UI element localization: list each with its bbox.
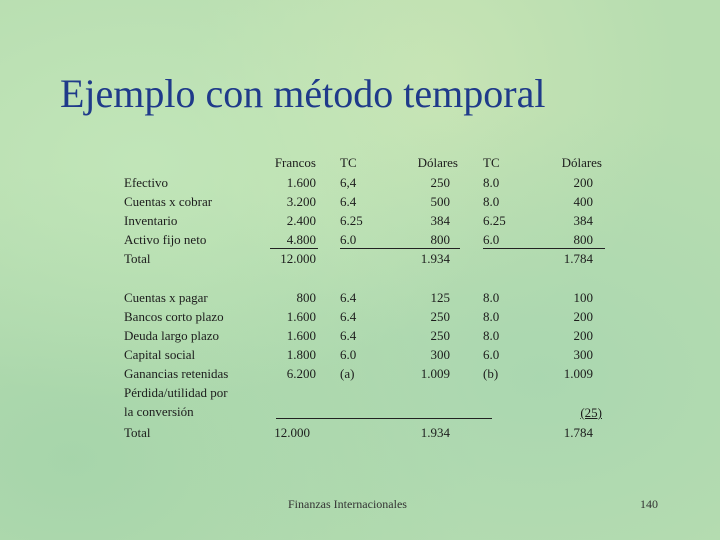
page-number: 140 — [640, 497, 658, 511]
tc2-value: 8.0 — [483, 175, 500, 190]
francos-value: 6.200 — [286, 366, 316, 381]
francos-value: 800 — [296, 290, 316, 305]
row-label: Total — [124, 425, 151, 440]
francos-value: 1.600 — [286, 309, 316, 324]
conversion-label-line2: la conversión — [124, 404, 194, 419]
usd1-value: 500 — [430, 194, 450, 209]
header-usd2: Dólares — [561, 155, 602, 170]
francos-value: 1.800 — [286, 347, 316, 362]
usd2-value: 200 — [573, 309, 593, 324]
usd1-value: 125 — [430, 290, 450, 305]
francos-total: 12.000 — [274, 425, 310, 440]
usd2-value: 384 — [573, 213, 593, 228]
slide-title: Ejemplo con método temporal — [60, 71, 546, 116]
header-tc1: TC — [340, 155, 357, 170]
row-label: Ganancias retenidas — [124, 366, 229, 381]
usd1-value: 250 — [430, 309, 450, 324]
row-label: Efectivo — [124, 175, 169, 190]
row-label: Capital social — [124, 347, 196, 362]
tc1-value: 6.4 — [340, 309, 357, 324]
row-label: Bancos corto plazo — [124, 309, 224, 324]
usd2-total: 1.784 — [563, 425, 593, 440]
header-tc2: TC — [483, 155, 500, 170]
row-label: Total — [124, 251, 151, 266]
tc1-value: (a) — [340, 366, 355, 381]
tc2-value: 8.0 — [483, 328, 500, 343]
tc2-value: 8.0 — [483, 194, 500, 209]
row-label: Cuentas x pagar — [124, 290, 208, 305]
usd1-value: 800 — [430, 232, 450, 247]
usd1-value: 250 — [430, 175, 450, 190]
usd2-total: 1.784 — [563, 251, 593, 266]
footer-text: Finanzas Internacionales — [288, 497, 407, 511]
usd1-total: 1.934 — [420, 425, 450, 440]
tc1-value: 6.0 — [340, 347, 357, 362]
usd2-value: 800 — [573, 232, 593, 247]
conversion-usd2: (25) — [580, 405, 602, 420]
tc1-value: 6.4 — [340, 328, 357, 343]
totals-rule — [276, 418, 492, 419]
conversion-label-line1: Pérdida/utilidad por — [124, 385, 228, 400]
row-label: Cuentas x cobrar — [124, 194, 213, 209]
tc1-value: 6.4 — [340, 194, 357, 209]
tc1-value: 6.4 — [340, 290, 357, 305]
francos-value: 1.600 — [286, 328, 316, 343]
header-usd1: Dólares — [417, 155, 458, 170]
header-francos: Francos — [274, 155, 316, 170]
usd2-value: 200 — [573, 328, 593, 343]
francos-value: 4.800 — [286, 232, 316, 247]
francos-value: 2.400 — [286, 213, 316, 228]
row-label: Inventario — [124, 213, 178, 228]
row-label: Activo fijo neto — [124, 232, 207, 247]
usd1-value: 1.009 — [420, 366, 450, 381]
tc2-value: 6.0 — [483, 347, 500, 362]
tc2-value: 6.25 — [483, 213, 506, 228]
tc2-value: 6.0 — [483, 232, 500, 247]
usd2-value: 400 — [573, 194, 593, 209]
tc2-value: (b) — [483, 366, 499, 381]
usd2-value: 300 — [573, 347, 593, 362]
usd2-value: 1.009 — [563, 366, 593, 381]
usd2-value: 200 — [573, 175, 593, 190]
tc1-value: 6.0 — [340, 232, 357, 247]
tc2-value: 8.0 — [483, 290, 500, 305]
francos-value: 3.200 — [286, 194, 316, 209]
usd1-total: 1.934 — [420, 251, 450, 266]
tc2-value: 8.0 — [483, 309, 500, 324]
usd2-value: 100 — [573, 290, 593, 305]
usd1-value: 250 — [430, 328, 450, 343]
francos-value: 1.600 — [286, 175, 316, 190]
tc1-value: 6.25 — [340, 213, 363, 228]
tc1-value: 6,4 — [340, 175, 357, 190]
row-label: Deuda largo plazo — [124, 328, 220, 343]
francos-total: 12.000 — [280, 251, 316, 266]
usd1-value: 300 — [430, 347, 450, 362]
usd1-value: 384 — [430, 213, 450, 228]
